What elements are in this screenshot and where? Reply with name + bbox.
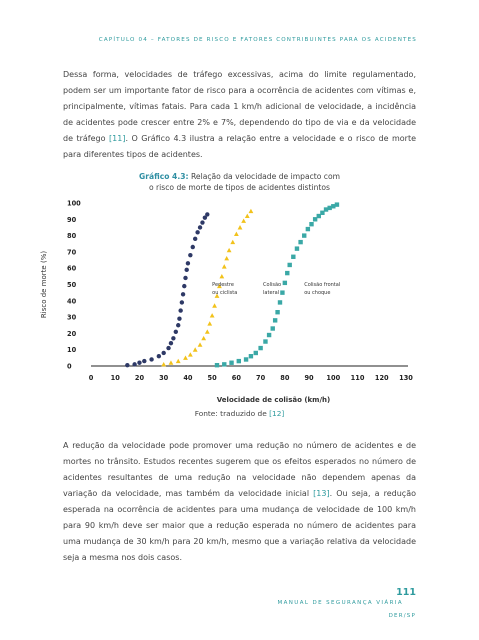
- data-point-side-impact: [207, 321, 212, 325]
- page-number: 111: [396, 587, 416, 598]
- data-point-pedestrian: [161, 351, 165, 355]
- data-point-frontal: [298, 240, 302, 244]
- data-point-frontal: [244, 357, 248, 361]
- x-tick-label: 90: [304, 374, 314, 382]
- y-axis-label: Risco de morte (%): [40, 250, 48, 319]
- data-point-frontal: [267, 333, 271, 337]
- data-point-side-impact: [234, 232, 239, 236]
- data-point-frontal: [278, 300, 282, 304]
- chapter-header: CAPÍTULO 04 – FATORES DE RISCO E FATORES CONTRIBUINTES PARA OS ACIDENTES: [98, 37, 417, 43]
- data-point-frontal: [215, 363, 219, 367]
- speed-risk-chart: [0, 195, 479, 410]
- footer-title: MANUAL DE SEGURANÇA VIÁRIA: [277, 600, 403, 606]
- y-tick-label: 60: [67, 264, 77, 273]
- data-point-side-impact: [188, 352, 193, 356]
- paragraph-intro: [63, 67, 416, 163]
- data-point-side-impact: [219, 274, 224, 278]
- source-text: Fonte: traduzido de: [194, 409, 270, 418]
- data-point-pedestrian: [200, 220, 204, 224]
- data-point-pedestrian: [177, 317, 181, 321]
- data-point-frontal: [249, 354, 253, 358]
- data-point-pedestrian: [125, 363, 129, 367]
- data-point-pedestrian: [178, 308, 182, 312]
- data-point-frontal: [229, 361, 233, 365]
- data-point-frontal: [258, 346, 262, 350]
- data-point-side-impact: [212, 303, 217, 307]
- data-point-pedestrian: [205, 212, 209, 216]
- chart-source: [0, 409, 479, 418]
- x-tick-label: 70: [256, 374, 266, 382]
- data-point-frontal: [302, 233, 306, 237]
- y-tick-label: 20: [67, 329, 77, 338]
- series-label: Pedestre: [212, 282, 234, 289]
- data-point-frontal: [271, 326, 275, 330]
- paragraph-text: . Ou seja, a redução esperada na ocorrência de acidentes para uma mudança de velocidade de 100 km/h para 90 km/h deve ser maior que a redução esperada no número de acidentes para uma mudança de 30 km/h para 20 km/h, mesmo que a variação relativa da velocidade seja a mesma nos dois casos.: [63, 489, 417, 562]
- paragraph-speed-reduction: [63, 438, 416, 566]
- data-point-pedestrian: [181, 292, 185, 296]
- data-point-pedestrian: [186, 261, 190, 265]
- data-point-pedestrian: [157, 354, 161, 358]
- series-label: Colisão: [263, 282, 282, 289]
- data-point-pedestrian: [191, 245, 195, 249]
- data-point-side-impact: [161, 362, 166, 366]
- data-point-side-impact: [238, 225, 243, 229]
- data-point-frontal: [306, 227, 310, 231]
- data-point-frontal: [283, 281, 287, 285]
- data-point-side-impact: [224, 256, 229, 260]
- data-point-frontal: [291, 255, 295, 259]
- x-tick-label: 30: [159, 374, 169, 382]
- x-tick-label: 130: [399, 374, 413, 382]
- data-point-pedestrian: [137, 361, 141, 365]
- y-tick-label: 50: [67, 281, 77, 289]
- data-point-pedestrian: [169, 341, 173, 345]
- series-label: ou ciclista: [212, 290, 238, 297]
- caption-label: Gráfico 4.3:: [138, 172, 189, 181]
- data-point-pedestrian: [198, 225, 202, 229]
- data-point-pedestrian: [174, 330, 178, 334]
- data-point-frontal: [287, 263, 291, 267]
- reference-link[interactable]: [11]: [109, 134, 126, 143]
- data-point-frontal: [309, 222, 313, 226]
- source-reference-link[interactable]: [12]: [269, 409, 285, 418]
- data-point-pedestrian: [188, 253, 192, 257]
- data-point-pedestrian: [180, 300, 184, 304]
- y-tick-label: 10: [67, 346, 77, 355]
- data-point-side-impact: [169, 360, 174, 364]
- data-point-side-impact: [183, 355, 188, 359]
- data-point-frontal: [237, 359, 241, 363]
- data-point-pedestrian: [166, 346, 170, 350]
- data-point-pedestrian: [142, 359, 146, 363]
- data-point-pedestrian: [182, 284, 186, 288]
- data-point-frontal: [222, 362, 226, 366]
- y-tick-label: 0: [67, 362, 72, 371]
- data-point-pedestrian: [171, 336, 175, 340]
- caption-line-1: Relação da velocidade de impacto com: [188, 172, 341, 181]
- chart-caption: [0, 171, 479, 193]
- data-point-side-impact: [222, 264, 227, 268]
- series-label: ou choque: [304, 290, 331, 297]
- data-point-pedestrian: [183, 276, 187, 280]
- series-label: lateral: [263, 290, 280, 297]
- data-point-frontal: [275, 310, 279, 314]
- data-point-side-impact: [241, 219, 246, 223]
- x-tick-label: 80: [280, 374, 290, 382]
- caption-line-2: o risco de morte de tipos de acidentes distintos: [149, 183, 330, 192]
- data-point-pedestrian: [195, 230, 199, 234]
- data-point-side-impact: [201, 336, 206, 340]
- data-point-side-impact: [227, 248, 232, 252]
- y-tick-label: 30: [67, 313, 77, 322]
- x-tick-label: 40: [183, 374, 193, 382]
- data-point-side-impact: [176, 359, 181, 363]
- x-tick-label: 0: [88, 374, 94, 382]
- data-point-side-impact: [245, 214, 250, 218]
- data-point-side-impact: [210, 313, 215, 317]
- paragraph-text: A redução da velocidade pode promover uma redução no número de acidentes e de mortes no trânsito. Estudos recentes sugerem que os efeitos esperados no número de acidentes resultantes de uma redução na velocidade não dependem apenas da variação da velocidade, mas também da velocidade inicial: [63, 441, 416, 498]
- x-tick-label: 20: [134, 374, 145, 382]
- data-point-side-impact: [230, 240, 235, 244]
- paragraph-text: . O Gráfico 4.3 ilustra a relação entre a velocidade e o risco de morte para diferentes tipos de acidentes.: [63, 134, 417, 159]
- x-tick-label: 10: [110, 374, 120, 382]
- data-point-pedestrian: [132, 362, 136, 366]
- paragraph-text: Dessa forma, velocidades de tráfego excessivas, acima do limite regulamentado, podem ser um importante fator de risco para a ocorrência de acidentes com vítimas e, principalmente, vítimas fatais. Para cada 1 km/h adicional de velocidade, a incidência de acidentes pode crescer entre 2% e 7%, dependendo do tipo de via e da velocidade de tráfego: [63, 70, 416, 143]
- data-point-pedestrian: [185, 268, 189, 272]
- data-point-frontal: [273, 318, 277, 322]
- data-point-frontal: [254, 351, 258, 355]
- x-tick-label: 110: [350, 374, 365, 382]
- data-point-side-impact: [193, 347, 198, 351]
- y-tick-label: 80: [67, 232, 77, 241]
- x-tick-label: 120: [374, 374, 389, 382]
- y-tick-label: 70: [67, 248, 77, 257]
- data-point-frontal: [285, 271, 289, 275]
- x-tick-label: 60: [231, 374, 241, 382]
- x-axis-label: Velocidade de colisão (km/h): [216, 396, 331, 404]
- data-point-side-impact: [205, 329, 210, 333]
- footer-publisher: DER/SP: [388, 613, 416, 619]
- y-tick-label: 100: [67, 199, 81, 208]
- data-point-frontal: [295, 246, 299, 250]
- data-point-side-impact: [249, 209, 254, 213]
- y-tick-label: 40: [67, 297, 77, 306]
- reference-link[interactable]: [13]: [313, 489, 330, 498]
- data-point-frontal: [335, 202, 339, 206]
- x-tick-label: 100: [326, 374, 341, 382]
- data-point-frontal: [263, 339, 267, 343]
- data-point-pedestrian: [176, 323, 180, 327]
- x-tick-label: 50: [207, 374, 217, 382]
- y-tick-label: 90: [67, 215, 77, 224]
- data-point-pedestrian: [149, 357, 153, 361]
- data-point-frontal: [280, 290, 284, 294]
- series-label: Colisão frontal: [304, 282, 341, 289]
- data-point-pedestrian: [193, 237, 197, 241]
- data-point-side-impact: [198, 342, 203, 346]
- chart-axes: [40, 200, 413, 405]
- chart-labels: [212, 282, 340, 296]
